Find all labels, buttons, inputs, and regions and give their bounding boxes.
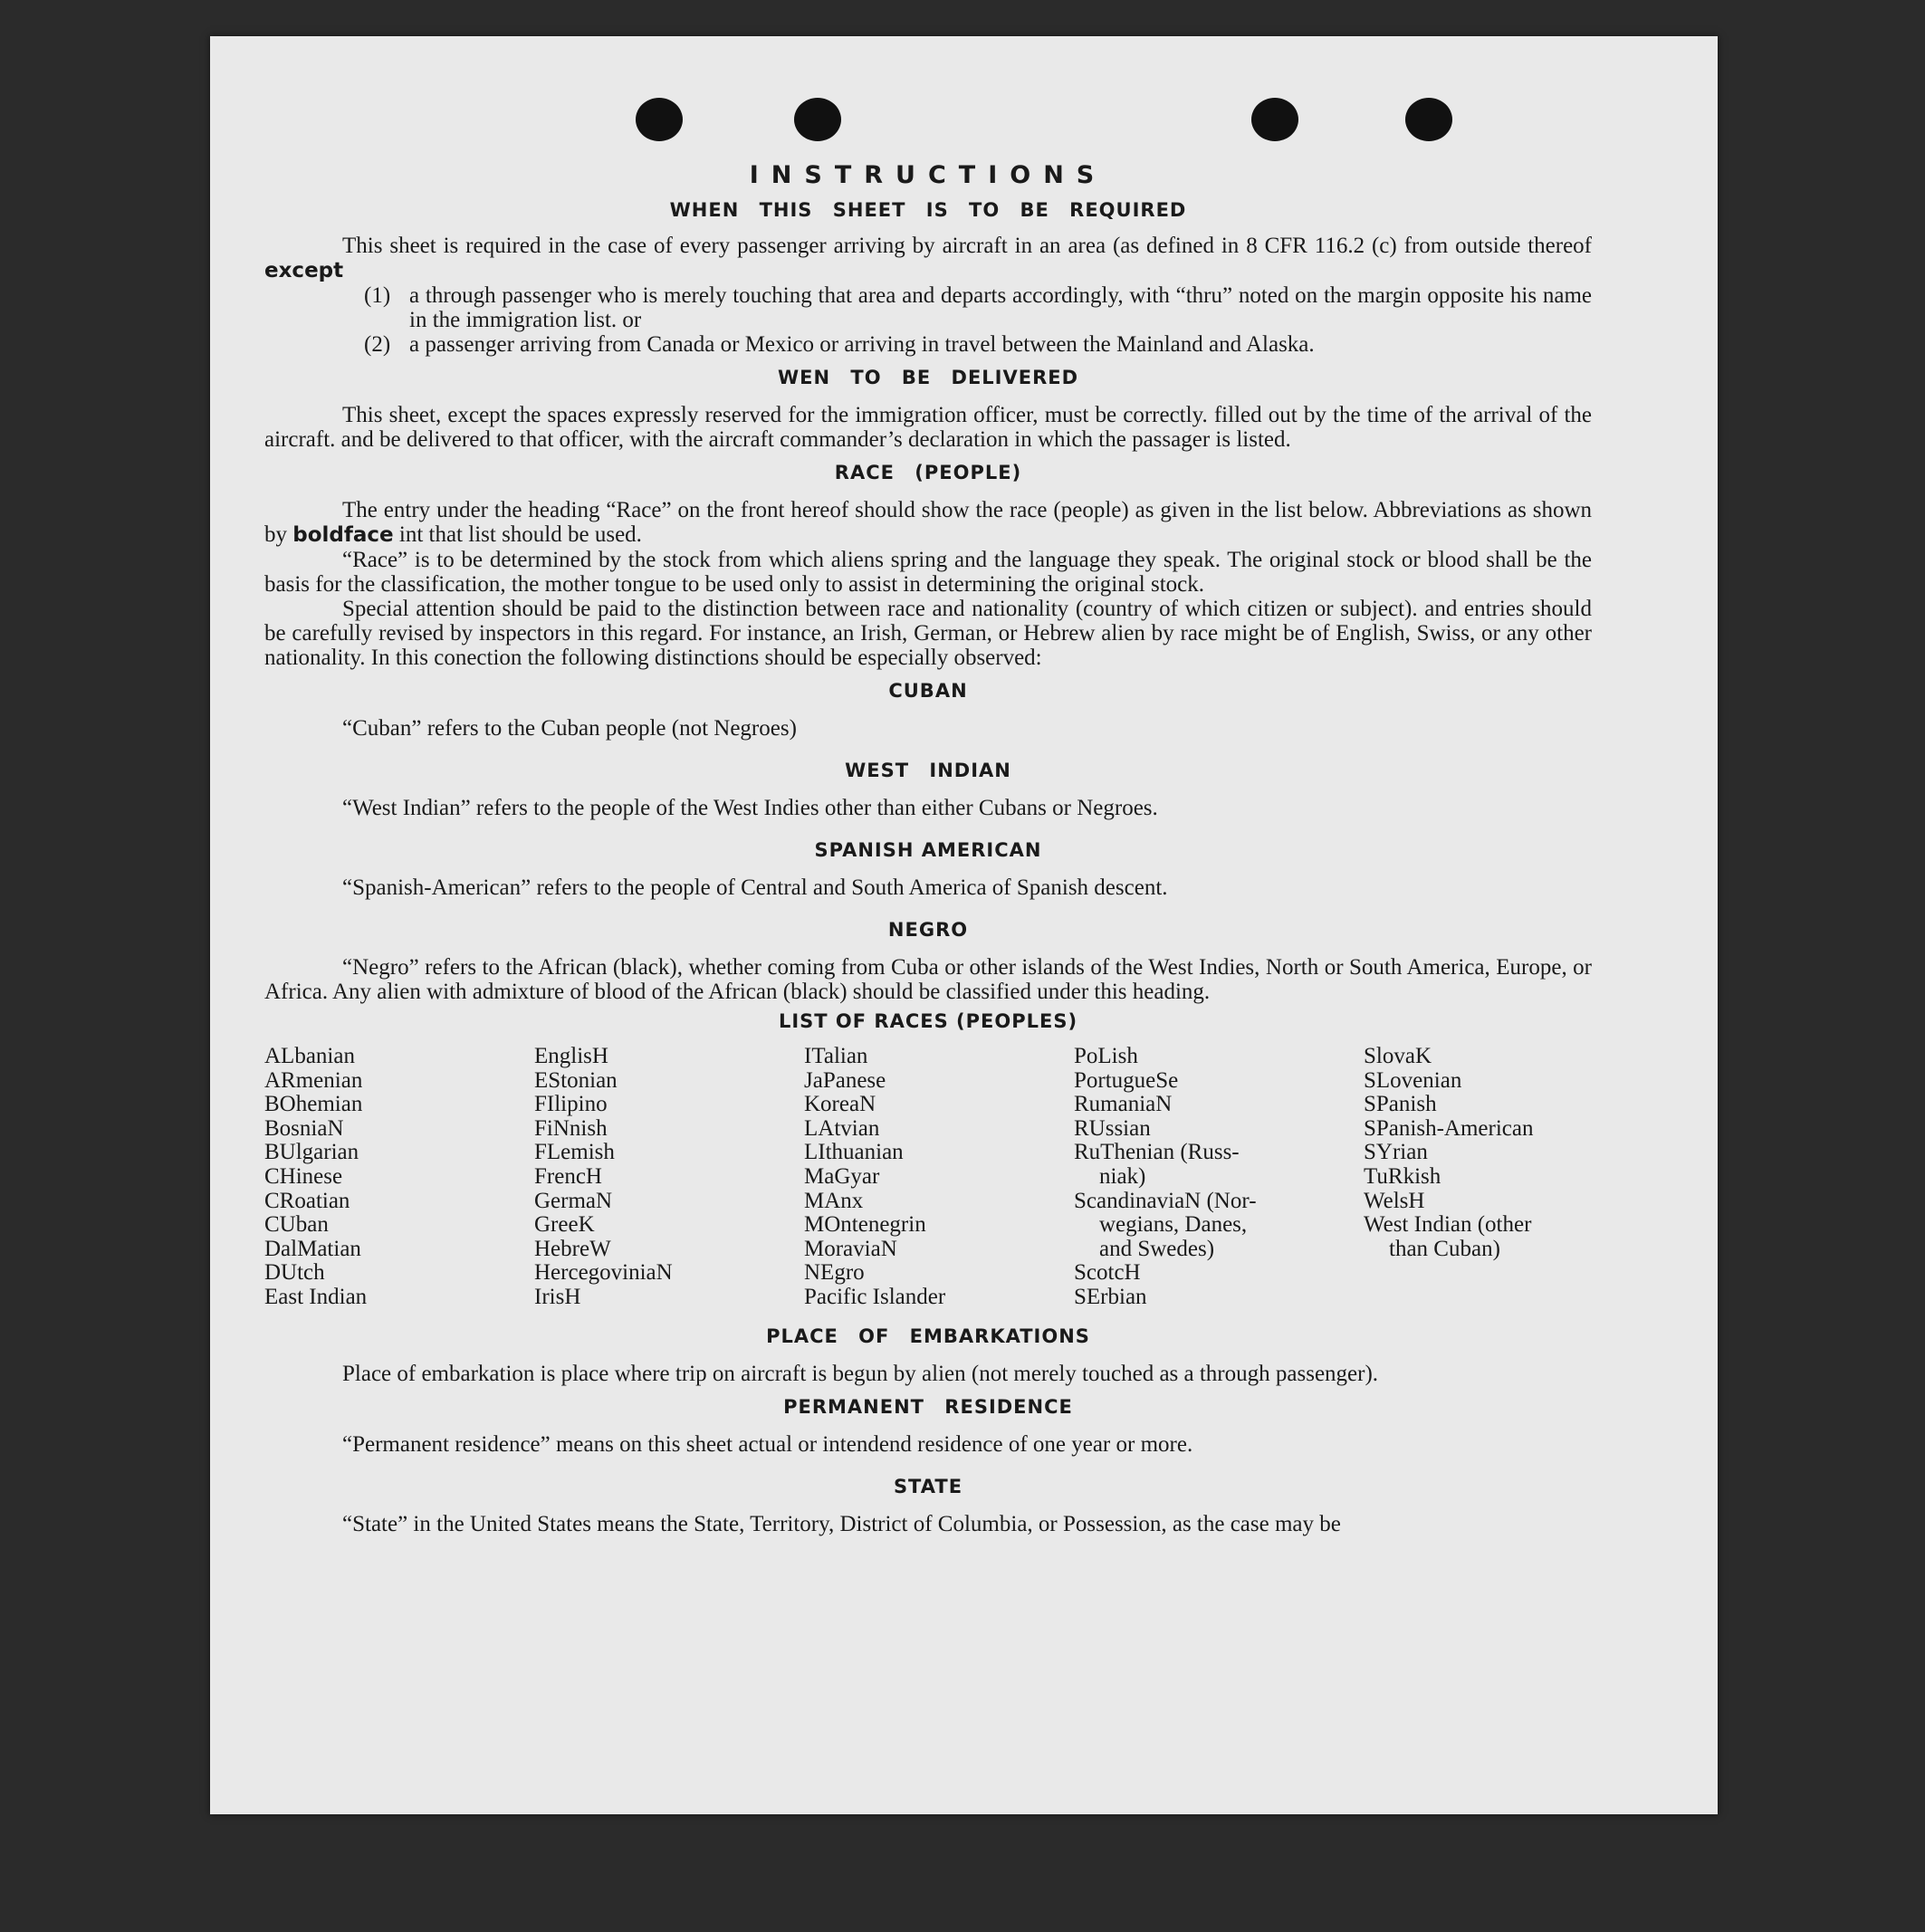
race-item: DUtch [264, 1260, 325, 1286]
heading-west-indian: WEST INDIAN [845, 760, 1011, 781]
race-item: SPanish [1364, 1092, 1437, 1117]
race-item: JaPanese [804, 1067, 886, 1093]
race-paragraph-1: The entry under the heading “Race” on the front hereof should show the race (people) as given in the list below. Abbreviations as shown by boldface int that list should be used. [264, 498, 1592, 547]
punch-hole [636, 98, 683, 141]
document-page [210, 36, 1718, 1814]
race-item: FLemish [534, 1140, 615, 1165]
race-item: CRoatian [264, 1188, 350, 1213]
race-item: RuThenian (Russ- [1074, 1140, 1240, 1165]
heading-state: STATE [893, 1475, 963, 1497]
punch-hole [1251, 98, 1298, 141]
race-item: GermaN [534, 1188, 613, 1213]
races-list [264, 1045, 1592, 1310]
heading-permanent-residence: PERMANENT RESIDENCE [783, 1395, 1073, 1418]
heading-when-delivered: WEN TO BE DELIVERED [777, 367, 1079, 388]
race-item: FiNnish [534, 1115, 608, 1141]
page-title: INSTRUCTIONS [749, 161, 1107, 189]
west-indian-text: “West Indian” refers to the people of the West Indies other than either Cubans or Negroes. [342, 796, 1158, 820]
race-item: SLovenian [1364, 1067, 1462, 1093]
race-item: Pacific Islander [804, 1284, 946, 1309]
race-item: SlovaK [1364, 1044, 1432, 1068]
race-item: MOntenegrin [804, 1212, 926, 1238]
race-item: EStonian [534, 1067, 618, 1093]
race-item: SPanish-American [1364, 1115, 1534, 1141]
race-item: SErbian [1074, 1284, 1147, 1309]
race-item: than Cuban) [1389, 1236, 1500, 1261]
race-item: HercegoviniaN [534, 1260, 673, 1286]
race-item: niak) [1099, 1163, 1146, 1189]
race-item: ITalian [804, 1044, 868, 1068]
race-item: BOhemian [264, 1092, 363, 1117]
race-item: HebreW [534, 1236, 611, 1261]
residence-text: “Permanent residence” means on this sheet actual or intendend residence of one year or more. [342, 1431, 1193, 1457]
race-item: MoraviaN [804, 1236, 897, 1261]
race-item: ARmenian [264, 1067, 363, 1093]
race-item: EnglisH [534, 1044, 608, 1068]
races-column [534, 1045, 804, 1310]
race-item: TuRkish [1364, 1163, 1441, 1189]
race-item: NEgro [804, 1260, 865, 1286]
race-item: PoLish [1074, 1044, 1138, 1068]
race-item: WelsH [1364, 1188, 1425, 1213]
race-item: LIthuanian [804, 1140, 904, 1165]
when-delivered-text: This sheet, except the spaces expressly reserved for the immigration officer, must be correctly. filled out by the time of the arrival of the aircraft. and be delivered to that officer, with the aircraft commander’s declaration in which the passager is listed. [264, 403, 1592, 452]
race-item: RUssian [1074, 1115, 1151, 1141]
race-item: DalMatian [264, 1236, 361, 1261]
race-item: and Swedes) [1099, 1236, 1215, 1261]
race-item: BosniaN [264, 1115, 344, 1141]
when-required-intro: This sheet is required in the case of every passenger arriving by aircraft in an area (as defined in 8 CFR 116.2 (c) from outside thereof except [264, 234, 1592, 282]
race-item: FrencH [534, 1163, 602, 1189]
race-item: CUban [264, 1212, 329, 1238]
cuban-text: “Cuban” refers to the Cuban people (not Negroes) [342, 716, 797, 741]
race-item: ScotcH [1074, 1260, 1141, 1286]
heading-when-required: WHEN THIS SHEET IS TO BE REQUIRED [669, 199, 1187, 221]
spanish-american-text: “Spanish-American” refers to the people of Central and South America of Spanish descent. [342, 875, 1168, 900]
heading-embarkation: PLACE OF EMBARKATIONS [766, 1325, 1090, 1347]
race-item: ALbanian [264, 1044, 355, 1068]
race-item: LAtvian [804, 1115, 880, 1141]
race-item: ScandinaviaN (Nor- [1074, 1188, 1257, 1213]
heading-race: RACE (PEOPLE) [834, 462, 1022, 483]
races-column [264, 1045, 534, 1310]
document-content [264, 163, 1592, 1536]
boldface-bold: boldface [292, 523, 394, 547]
race-item: FIlipino [534, 1092, 608, 1117]
race-item: East Indian [264, 1284, 368, 1309]
race-item: MAnx [804, 1188, 864, 1213]
races-column [1364, 1045, 1592, 1310]
race-paragraph-3: Special attention should be paid to the distinction between race and nationality (country of which citizen or subject). and entries should be carefully revised by inspectors in this regard. For instance, an Irish, German, or Hebrew alien by race might be of English, Swiss, or any other nationality. In this conection the following distinctions should be especially observed: [264, 597, 1592, 670]
punch-hole [794, 98, 841, 141]
race-item: BUlgarian [264, 1140, 359, 1165]
heading-cuban: CUBAN [888, 680, 968, 702]
race-item: West Indian (other [1364, 1212, 1532, 1238]
heading-list-of-races: LIST OF RACES (PEOPLES) [778, 1010, 1078, 1032]
negro-text: “Negro” refers to the African (black), whether coming from Cuba or other islands of the West Indies, North or South America, Europe, or Africa. Any alien with admixture of blood of the African (black) should be classified under this heading. [264, 955, 1592, 1004]
race-item: IrisH [534, 1284, 581, 1309]
races-column [1074, 1045, 1364, 1310]
exception-item: (1) a through passenger who is merely touching that area and departs accordingly, with “thru” noted on the margin opposite his name in the immigration list. or [364, 283, 1592, 332]
punch-hole [1405, 98, 1452, 141]
race-item: wegians, Danes, [1099, 1212, 1248, 1238]
race-item: GreeK [534, 1212, 595, 1238]
race-item: CHinese [264, 1163, 343, 1189]
race-paragraph-2: “Race” is to be determined by the stock from which aliens spring and the language they speak. The original stock or blood shall be the basis for the classification, the mother tongue to be used only to assist in determining the original stock. [264, 548, 1592, 597]
embarkation-text: Place of embarkation is place where trip on aircraft is begun by alien (not merely touched as a through passenger). [342, 1361, 1379, 1386]
race-item: SYrian [1364, 1140, 1428, 1165]
except-bold: except [264, 259, 344, 282]
race-item: PortugueSe [1074, 1067, 1179, 1093]
state-text: “State” in the United States means the State, Territory, District of Columbia, or Possession, as the case may be [342, 1511, 1341, 1536]
heading-spanish-american: SPANISH AMERICAN [814, 839, 1042, 861]
race-item: MaGyar [804, 1163, 880, 1189]
races-column [804, 1045, 1074, 1310]
heading-negro: NEGRO [887, 919, 969, 941]
exception-item: (2) a passenger arriving from Canada or Mexico or arriving in travel between the Mainland and Alaska. [364, 332, 1315, 357]
race-item: RumaniaN [1074, 1092, 1173, 1117]
race-item: KoreaN [804, 1092, 876, 1117]
